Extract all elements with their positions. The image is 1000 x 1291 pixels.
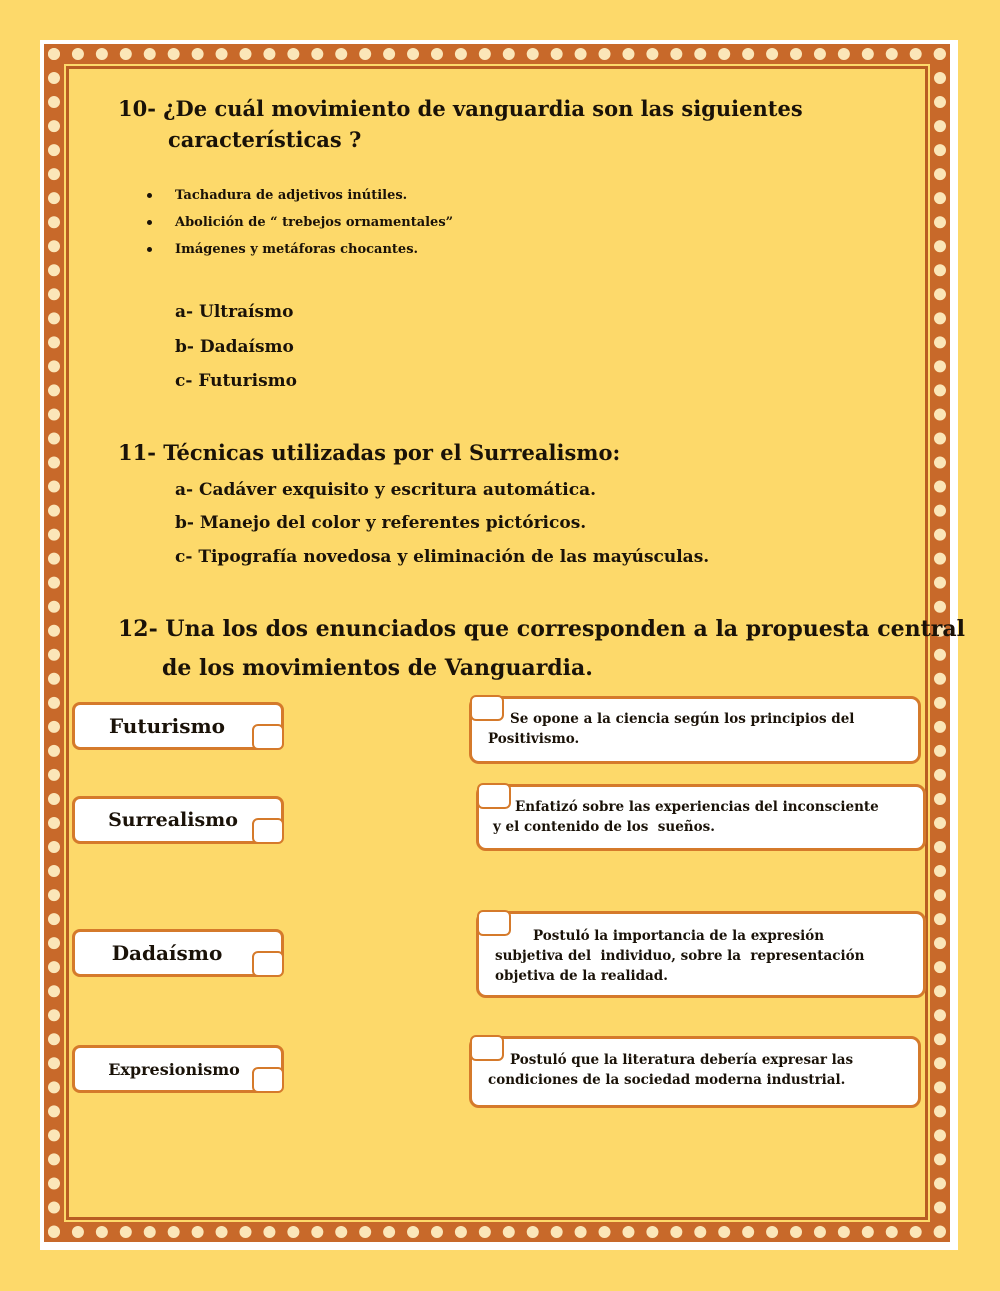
connector-handle[interactable] [470, 1035, 504, 1061]
q11-option-a[interactable]: a- Cadáver exquisito y escritura automática. [175, 480, 597, 500]
statement-line: Postuló la importancia de la expresión [533, 928, 825, 944]
q12-title-line1: 12- Una los dos enunciados que corresponden a la propuesta central [118, 616, 965, 642]
statement-line: condiciones de la sociedad moderna industrial. [488, 1072, 846, 1088]
statement-line: Positivismo. [488, 731, 580, 747]
connector-handle[interactable] [252, 1067, 284, 1093]
match-right-statement-4[interactable] [469, 1036, 921, 1108]
match-right-statement-1[interactable] [469, 696, 921, 764]
q10-title-line2: características ? [168, 127, 362, 152]
q10-option-b[interactable]: b- Dadaísmo [175, 337, 294, 357]
statement-line: Postuló que la literatura debería expresar las [510, 1052, 854, 1068]
match-left-label: Dadaísmo [111, 941, 223, 965]
q10-option-a[interactable]: a- Ultraísmo [175, 302, 294, 322]
q10-option-c[interactable]: c- Futurismo [175, 371, 297, 391]
statement-line: Se opone a la ciencia según los principios del [510, 711, 855, 727]
statement-line: y el contenido de los sueños. [493, 819, 715, 835]
q10-bullet: Abolición de “ trebejos ornamentales” [175, 215, 454, 230]
match-left-surrealismo[interactable] [72, 796, 284, 844]
statement-line: Enfatizó sobre las experiencias del inconsciente [515, 799, 879, 815]
q11-option-b[interactable]: b- Manejo del color y referentes pictóricos. [175, 513, 587, 533]
q10-title-line1: 10- ¿De cuál movimiento de vanguardia son las siguientes [118, 96, 803, 121]
match-left-dadaismo[interactable] [72, 929, 284, 977]
match-right-statement-2[interactable] [476, 784, 926, 851]
connector-handle[interactable] [252, 951, 284, 977]
match-left-expresionismo[interactable] [72, 1045, 284, 1093]
match-left-futurismo[interactable] [72, 702, 284, 750]
q12-title-line2: de los movimientos de Vanguardia. [162, 655, 593, 681]
match-left-label: Futurismo [108, 714, 226, 738]
connector-handle[interactable] [252, 818, 284, 844]
q10-bullet: Imágenes y metáforas chocantes. [175, 242, 419, 257]
match-left-label: Surrealismo [108, 809, 238, 831]
connector-handle[interactable] [252, 724, 284, 750]
q11-title: 11- Técnicas utilizadas por el Surrealismo: [118, 440, 621, 465]
connector-handle[interactable] [477, 910, 511, 936]
q11-option-c[interactable]: c- Tipografía novedosa y eliminación de las mayúsculas. [175, 547, 710, 567]
statement-line: objetiva de la realidad. [495, 968, 668, 984]
q10-bullet: Tachadura de adjetivos inútiles. [175, 188, 408, 203]
match-right-statement-3[interactable] [476, 911, 926, 998]
statement-line: subjetiva del individuo, sobre la representación [495, 948, 865, 964]
connector-handle[interactable] [477, 783, 511, 809]
connector-handle[interactable] [470, 695, 504, 721]
match-left-label: Expresionismo [108, 1059, 240, 1079]
